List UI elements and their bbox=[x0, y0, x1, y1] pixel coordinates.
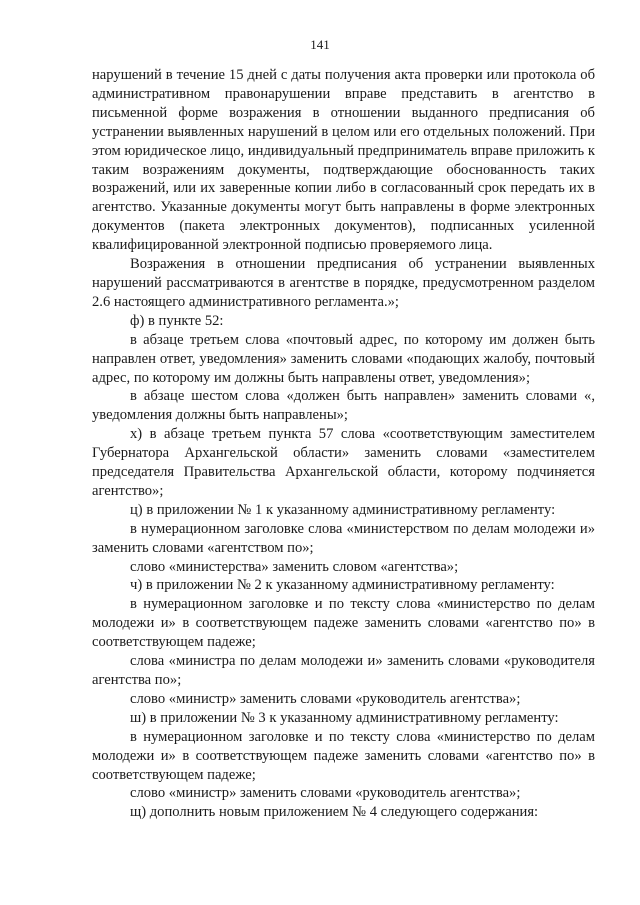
document-body bbox=[92, 66, 595, 822]
paragraph: в нумерационном заголовке и по тексту слова «министерство по делам молодежи и» в соответствующем падеже заменить словами «агентство по» в соответствующем падеже; bbox=[92, 728, 595, 783]
paragraph: слова «министра по делам молодежи и» заменить словами «руководителя агентства по»; bbox=[92, 653, 595, 688]
paragraph: слово «министерства» заменить словом «агентства»; bbox=[130, 558, 459, 575]
paragraph: нарушений в течение 15 дней с даты получения акта проверки или протокола об административном правонарушении вправе представить в агентство в письменной форме возражения в отношении выданного предписания об устранении выявленных нарушений в целом или его отдельных положений. При этом юридическое лицо, индивидуальный предприниматель вправе приложить к таким возражениям документы, подтверждающие обоснованность таких возражений, или их заверенные копии либо в согласованный срок передать их в агентство. Указанные документы могут быть направлены в форме электронных документов (пакета электронных документов), подписанных усиленной квалифицированной электронной подписью проверяемого лица. bbox=[92, 67, 595, 254]
paragraph: в нумерационном заголовке и по тексту слова «министерство по делам молодежи и» в соответствующем падеже заменить словами «агентство по» в соответствующем падеже; bbox=[92, 596, 595, 651]
paragraph: слово «министр» заменить словами «руководитель агентства»; bbox=[130, 785, 521, 802]
page-number: 141 bbox=[310, 37, 330, 52]
paragraph: щ) дополнить новым приложением № 4 следующего содержания: bbox=[130, 804, 539, 821]
paragraph: ц) в приложении № 1 к указанному административному регламенту: bbox=[130, 501, 556, 518]
paragraph: слово «министр» заменить словами «руководитель агентства»; bbox=[130, 690, 521, 707]
paragraph: ш) в приложении № 3 к указанному административному регламенту: bbox=[130, 709, 559, 726]
paragraph: х) в абзаце третьем пункта 57 слова «соответствующим заместителем Губернатора Архангельской области» заменить словами «заместителем председателя Правительства Архангельской области, которому подчиняется агентство»; bbox=[92, 426, 595, 499]
paragraph: в абзаце третьем слова «почтовый адрес, по которому им должен быть направлен ответ, уведомления» заменить словами «подающих жалобу, почтовый адрес, по которому им должны быть направлены ответ, уведомления»; bbox=[92, 331, 595, 386]
paragraph: Возражения в отношении предписания об устранении выявленных нарушений рассматриваются в агентстве в порядке, предусмотренном разделом 2.6 настоящего административного регламента.»; bbox=[92, 256, 595, 310]
paragraph: в абзаце шестом слова «должен быть направлен» заменить словами «, уведомления должны быть направлены»; bbox=[92, 388, 595, 424]
paragraph: ч) в приложении № 2 к указанному административному регламенту: bbox=[130, 577, 555, 594]
paragraph: в нумерационном заголовке слова «министерством по делам молодежи и» заменить словами «агентством по»; bbox=[92, 520, 595, 556]
paragraph: ф) в пункте 52: bbox=[130, 312, 224, 329]
